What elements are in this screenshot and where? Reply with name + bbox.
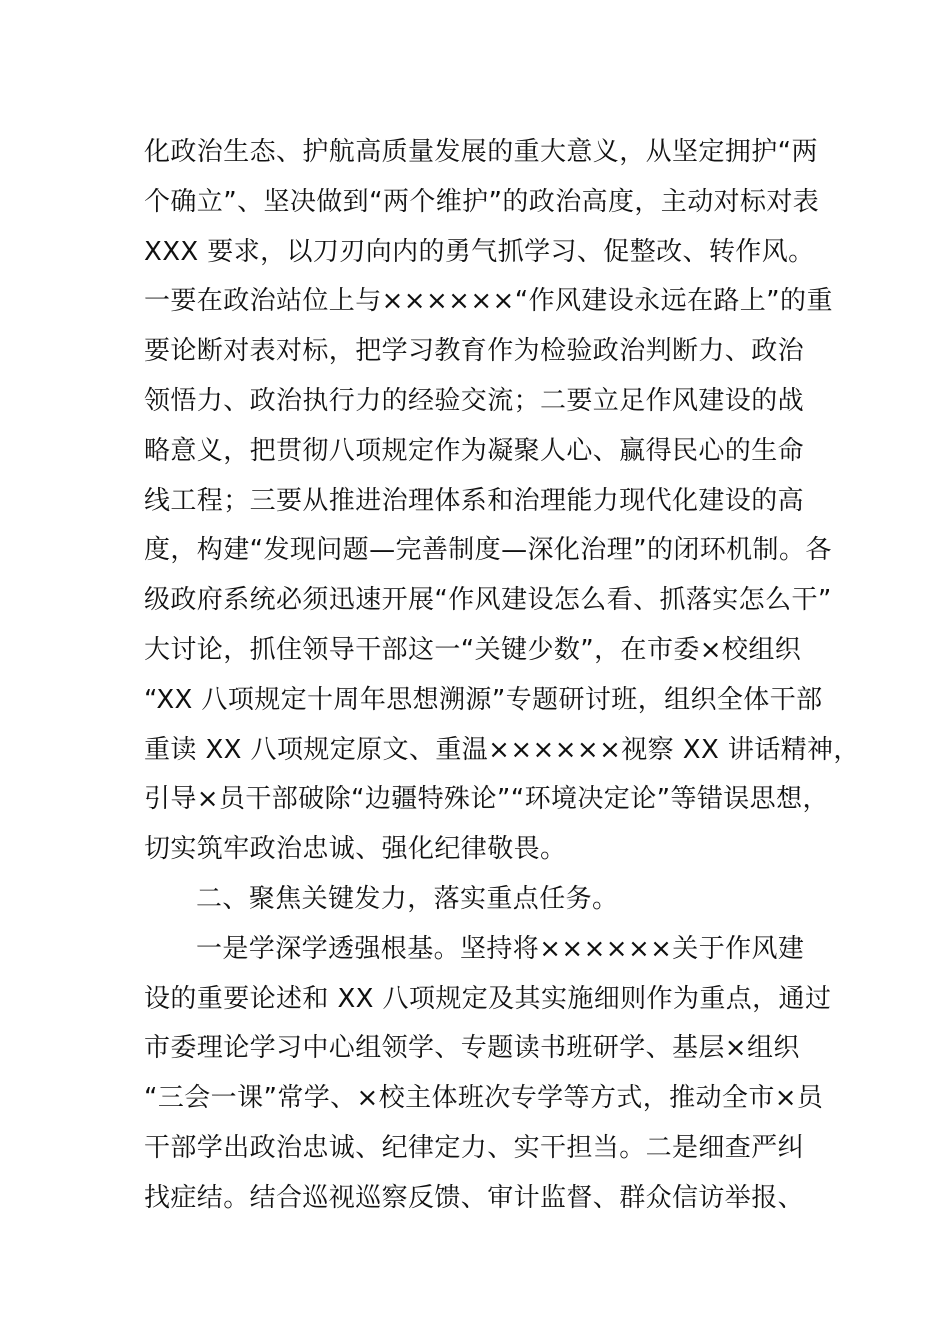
text-line-2: 个确立”、坚决做到“两个维护”的政治高度，主动对标对表	[144, 186, 820, 217]
text-line-17: 一是学深学透强根基。坚持将××××××关于作风建	[196, 933, 805, 964]
text-line-20: “三会一课”常学、×校主体班次专学等方式，推动全市×员	[144, 1083, 824, 1114]
text-line-21: 干部学出政治忠诚、纪律定力、实干担当。二是细查严纠	[144, 1132, 805, 1163]
text-line-12: “XX 八项规定十周年思想溯源”专题研讨班，组织全体干部	[144, 684, 823, 715]
text-line-22: 找症结。结合巡视巡察反馈、审计监督、群众信访举报、	[144, 1182, 805, 1213]
text-line-14: 引导×员干部破除“边疆特殊论”“环境决定论”等错误思想，	[144, 784, 829, 815]
text-line-15: 切实筑牢政治忠诚、强化纪律敬畏。	[144, 834, 567, 865]
text-line-3: XXX 要求，以刀刃向内的勇气抓学习、促整改、转作风。	[144, 236, 815, 267]
text-line-5: 要论断对表对标，把学习教育作为检验政治判断力、政治	[144, 336, 805, 367]
text-line-9: 度，构建“发现问题—完善制度—深化治理”的闭环机制。各	[144, 535, 832, 566]
section-heading: 二、聚焦关键发力，落实重点任务。	[196, 883, 619, 914]
text-line-4: 一要在政治站位上与××××××“作风建设永远在路上”的重	[144, 286, 833, 317]
body-text	[144, 128, 860, 1224]
text-line-11: 大讨论，抓住领导干部这一“关键少数”，在市委×校组织	[144, 634, 802, 665]
text-line-1: 化政治生态、护航高质量发展的重大意义，从坚定拥护“两	[144, 137, 818, 167]
text-line-8: 线工程；三要从推进治理体系和治理能力现代化建设的高	[144, 485, 805, 516]
text-line-18: 设的重要论述和 XX 八项规定及其实施细则作为重点，通过	[144, 983, 832, 1014]
text-line-13: 重读 XX 八项规定原文、重温××××××视察 XX 讲话精神，	[144, 734, 860, 765]
text-line-7: 略意义，把贯彻八项规定作为凝聚人心、赢得民心的生命	[144, 435, 805, 466]
text-line-19: 市委理论学习中心组领学、专题读书班研学、基层×组织	[144, 1033, 800, 1064]
text-line-6: 领悟力、政治执行力的经验交流；二要立足作风建设的战	[144, 385, 805, 416]
text-line-10: 级政府系统必须迅速开展“作风建设怎么看、抓落实怎么干”	[144, 585, 832, 616]
